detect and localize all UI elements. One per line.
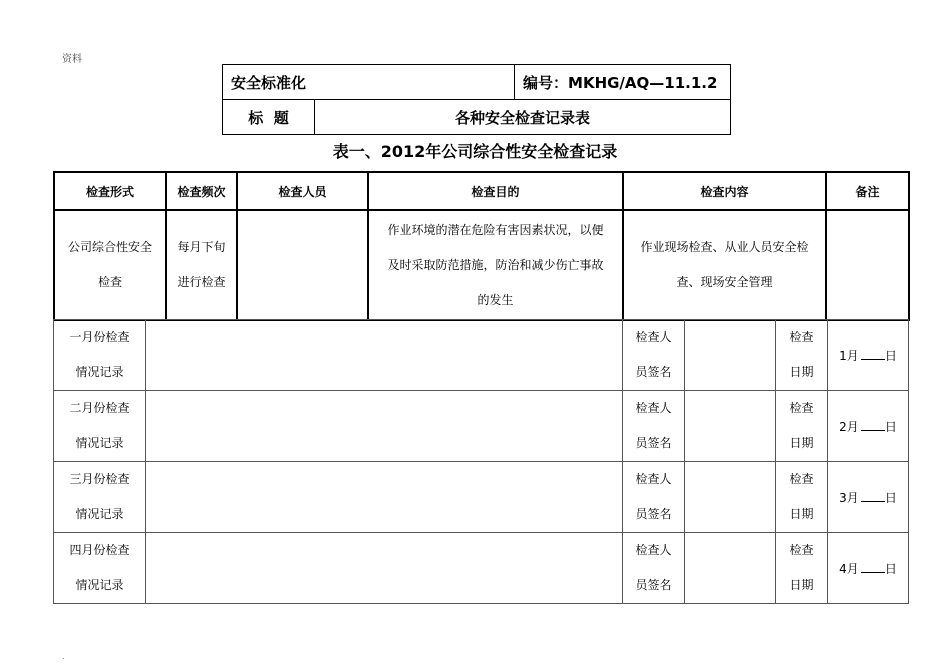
title-label: 标 题	[223, 100, 315, 135]
signature-label-cell	[623, 391, 685, 462]
cell-line: 进行检查	[177, 275, 226, 289]
date-cell[interactable]	[828, 391, 909, 462]
record-content-cell[interactable]	[146, 320, 623, 391]
cell-line: 情况记录	[75, 507, 124, 521]
cell-line: 情况记录	[75, 365, 124, 379]
date-day-suffix: 日	[884, 348, 897, 363]
date-blank[interactable]	[861, 489, 885, 502]
date-day-suffix: 日	[884, 490, 897, 505]
column-header: 检查形式	[54, 172, 166, 210]
date-blank[interactable]	[861, 347, 885, 360]
cell-line: 作业现场检查、从业人员安全检	[640, 240, 809, 254]
column-header: 检查人员	[237, 172, 368, 210]
cell-line: 日期	[789, 365, 814, 379]
cell-line: 情况记录	[75, 578, 124, 592]
date-month: 4月	[839, 561, 859, 576]
signature-cell[interactable]	[685, 391, 776, 462]
cell-line: 情况记录	[75, 436, 124, 450]
inspector-cell[interactable]	[237, 210, 368, 320]
date-blank[interactable]	[861, 418, 885, 431]
cell-line: 检查人	[635, 472, 672, 486]
inspection-form-cell	[54, 210, 166, 320]
month-label-cell	[54, 533, 146, 604]
cell-line: 公司综合性安全	[67, 240, 152, 254]
date-day-suffix: 日	[884, 561, 897, 576]
watermark-text: 资料	[62, 54, 82, 65]
cell-line: 日期	[789, 578, 814, 592]
date-month: 3月	[839, 490, 859, 505]
date-cell[interactable]	[828, 462, 909, 533]
inspection-purpose-cell	[368, 210, 623, 320]
column-header: 备注	[826, 172, 909, 210]
cell-line: 三月份检查	[69, 472, 130, 486]
standard-name: 安全标准化	[223, 65, 515, 100]
signature-label-cell	[623, 462, 685, 533]
cell-line: 二月份检查	[69, 401, 130, 415]
cell-line: 一月份检查	[69, 330, 130, 344]
record-content-cell[interactable]	[146, 391, 623, 462]
cell-line: 员签名	[635, 436, 672, 450]
cell-line: 检查	[789, 472, 814, 486]
table-row	[54, 210, 909, 320]
monthly-record-table	[53, 319, 909, 604]
inspection-frequency-cell	[166, 210, 237, 320]
cell-line: 员签名	[635, 578, 672, 592]
date-month: 1月	[839, 348, 859, 363]
month-record-row	[54, 391, 909, 462]
column-header: 检查目的	[368, 172, 623, 210]
month-record-row	[54, 462, 909, 533]
footer-mark: .	[62, 652, 65, 661]
date-cell[interactable]	[828, 533, 909, 604]
column-header: 检查内容	[623, 172, 826, 210]
month-record-row	[54, 320, 909, 391]
inspection-overview-table	[53, 171, 910, 321]
cell-line: 检查人	[635, 401, 672, 415]
signature-cell[interactable]	[685, 533, 776, 604]
date-cell[interactable]	[828, 320, 909, 391]
cell-line: 每月下旬	[177, 240, 226, 254]
cell-line: 检查人	[635, 543, 672, 557]
column-header: 检查频次	[166, 172, 237, 210]
record-content-cell[interactable]	[146, 533, 623, 604]
signature-cell[interactable]	[685, 320, 776, 391]
cell-line: 员签名	[635, 507, 672, 521]
cell-line: 日期	[789, 507, 814, 521]
cell-line: 检查人	[635, 330, 672, 344]
date-day-suffix: 日	[884, 419, 897, 434]
document-title: 各种安全检查记录表	[315, 100, 731, 135]
date-month: 2月	[839, 419, 859, 434]
record-content-cell[interactable]	[146, 462, 623, 533]
document-code: 编号：MKHG/AQ—11.1.2	[515, 65, 731, 100]
cell-line: 员签名	[635, 365, 672, 379]
month-label-cell	[54, 462, 146, 533]
cell-line: 四月份检查	[69, 543, 130, 557]
month-record-row	[54, 533, 909, 604]
signature-cell[interactable]	[685, 462, 776, 533]
table-header-row	[54, 172, 909, 210]
cell-line: 检查	[97, 275, 122, 289]
signature-label-cell	[623, 320, 685, 391]
month-label-cell	[54, 320, 146, 391]
cell-line: 检查	[789, 330, 814, 344]
date-blank[interactable]	[861, 560, 885, 573]
cell-line: 及时采取防范措施，防治和减少伤亡事故	[387, 257, 604, 272]
cell-line: 日期	[789, 436, 814, 450]
date-label-cell	[776, 391, 828, 462]
cell-line: 检查	[789, 401, 814, 415]
month-label-cell	[54, 391, 146, 462]
cell-line: 作业环境的潜在危险有害因素状况，以便	[387, 222, 604, 237]
signature-label-cell	[623, 533, 685, 604]
cell-line: 查、现场安全管理	[676, 275, 773, 289]
date-label-cell	[776, 320, 828, 391]
cell-line: 检查	[789, 543, 814, 557]
document-header-table	[222, 64, 731, 135]
inspection-content-cell	[623, 210, 826, 320]
remark-cell[interactable]	[826, 210, 909, 320]
cell-line: 的发生	[477, 292, 514, 307]
date-label-cell	[776, 533, 828, 604]
table-title: 表一、2012年公司综合性安全检查记录	[332, 142, 618, 161]
date-label-cell	[776, 462, 828, 533]
